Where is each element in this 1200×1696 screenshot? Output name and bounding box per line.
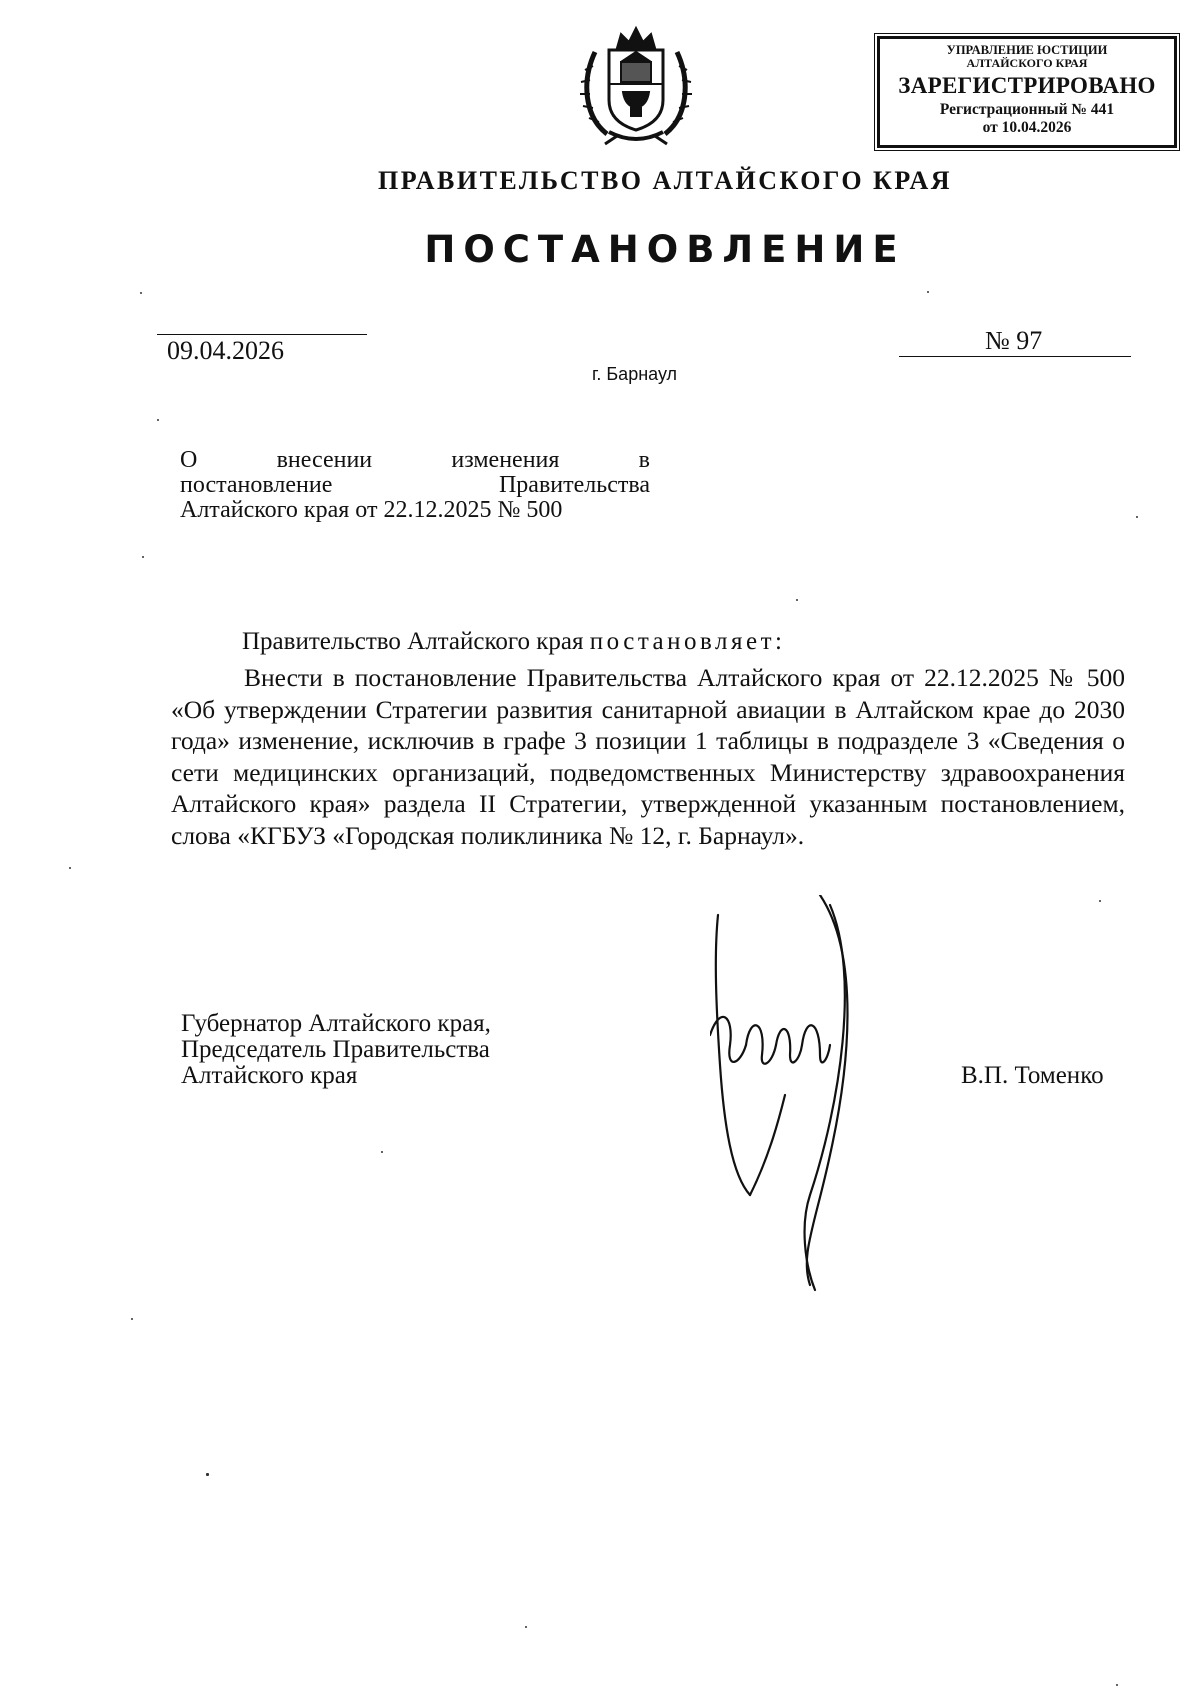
stamp-reg-date: от 10.04.2026 [982, 119, 1072, 136]
scan-speck [1116, 1684, 1118, 1686]
subject-line-2: постановление Правительства [180, 472, 650, 498]
stamp-authority: УПРАВЛЕНИЕ ЮСТИЦИИ [946, 43, 1108, 57]
intro-verb: постановляет: [589, 628, 786, 655]
scan-speck [206, 1473, 209, 1476]
coat-of-arms-emblem [577, 22, 695, 146]
scan-speck [796, 599, 798, 601]
subject-line-1: О внесении изменения в [180, 447, 650, 473]
date-underline [157, 334, 367, 335]
resolution-body: Внести в постановление Правительства Алтайского края от 22.12.2025 № 500 «Об утверждении Стратегии развития санитарной авиации в Алтайском крае до 2030 года» изменение, исключив в графе 3 позиции 1 таблицы в подразделе 3 «Сведения о сети медицинских организаций, подведомственных Министерству здравоохранения Алтайского края» раздела II Стратегии, утвержденной указанным постановлением, слова «КГБУЗ «Городская поликлиника № 12, г. Барнаул». [171, 663, 1125, 850]
handwritten-signature [710, 895, 880, 1295]
document-date: 09.04.2026 [167, 336, 284, 365]
signer-title-line-2: Председатель Правительства [181, 1036, 490, 1063]
signer-title-line-3: Алтайского края [181, 1062, 358, 1089]
signer-name: В.П. Томенко [961, 1062, 1104, 1089]
stamp-status: ЗАРЕГИСТРИРОВАНО [898, 73, 1156, 98]
document-number: № 97 [985, 326, 1043, 355]
resolution-intro [242, 628, 785, 656]
signer-title-line-1: Губернатор Алтайского края, [181, 1010, 491, 1037]
scan-speck [69, 867, 71, 869]
scan-speck [142, 556, 144, 558]
scan-speck [140, 292, 142, 294]
scan-speck [525, 1626, 527, 1628]
government-title: ПРАВИТЕЛЬСТВО АЛТАЙСКОГО КРАЯ [377, 166, 953, 195]
scan-speck [1099, 900, 1101, 902]
subject-line-3: Алтайского края от 22.12.2025 № 500 [180, 497, 563, 523]
intro-prefix: Правительство Алтайского края [242, 628, 590, 655]
scan-speck [157, 419, 159, 421]
scan-speck [1136, 516, 1138, 518]
signer-title [181, 1011, 491, 1089]
scan-speck [927, 291, 929, 293]
number-underline [899, 356, 1131, 357]
document-subject [180, 448, 650, 523]
stamp-reg-number: Регистрационный № 441 [939, 101, 1115, 118]
scan-speck [131, 1318, 133, 1320]
document-type-title: ПОСТАНОВЛЕНИЕ [424, 228, 906, 271]
stamp-region: АЛТАЙСКОГО КРАЯ [966, 56, 1088, 70]
registration-stamp [877, 36, 1177, 148]
scan-speck [381, 1151, 383, 1153]
document-city: г. Барнаул [592, 364, 678, 384]
